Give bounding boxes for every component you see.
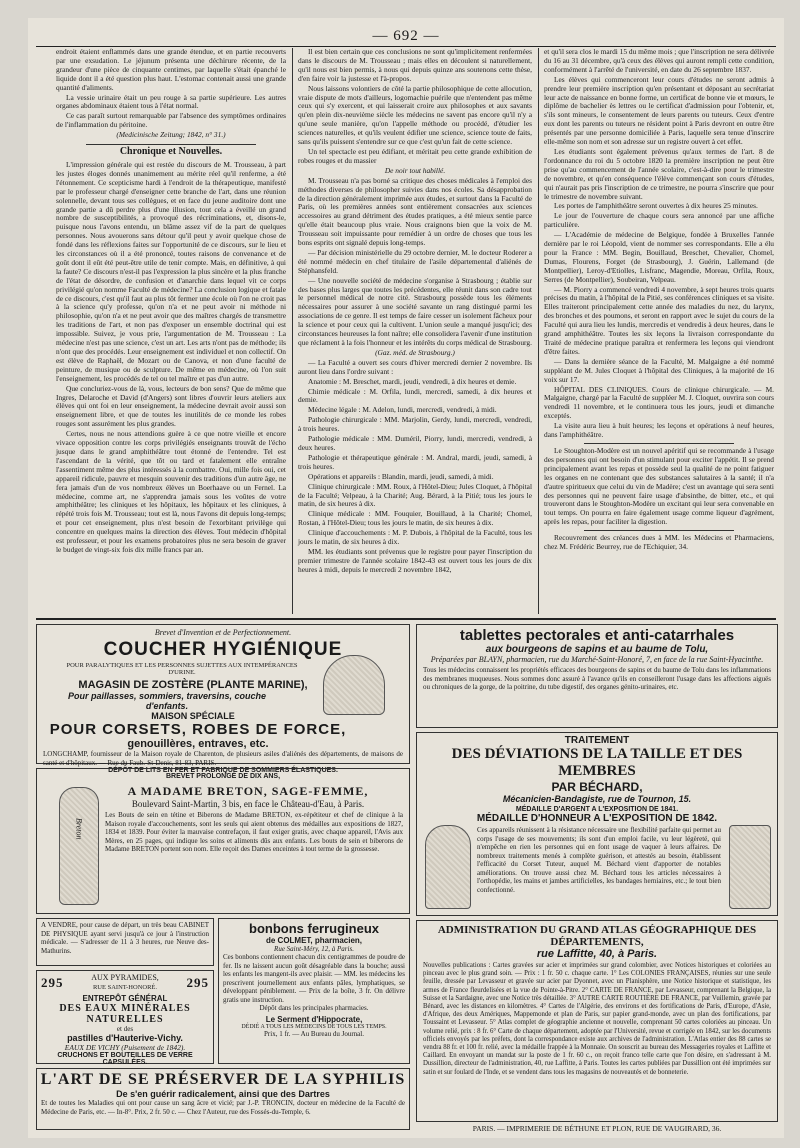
article-text: Les élèves qui commenceront leur cours d'études ne seront admis à prendre leur première inscription qu'en présentant et déposant au secrétariat leur acte de naissance en bonne forme, un certificat de bonne vie et mœurs, le diplôme de bachelier ès lettres ou le certificat d'admission pour l'obtenir, et, s'ils sont mineurs, le consentement de leurs parents ou tuteurs. Ceux d'entre eux dont les parents ou tuteurs ne résident point à Paris devront en outre être présentés par une personne domiciliée à Paris, laquelle sera tenue d'inscrire elle-même son nom et son adresse sur un registre ouvert à cet effet.: [544, 74, 774, 147]
ad-body: Nouvelles publications : Cartes gravées sur acier et imprimées sur grand colombier, avec Notices historiques et coloriées au pinceau avec le plus grand soin. — Prix : 1 fr. 50 c. chaque carte. 1° Les COLONIES FRANÇAISES, réunies sur une seule feuille, dressée par Levasseur et gravée sur acier par Dyonnet, avec un Planisphère, une Notice historique et statistique, les armes de France fleurdelisées et la vue de Pointe-à-Pitre. 2° CARTE DE FRANCE, par Levasseur, comprenant la Belgique, la Suisse et la Sardaigne, avec une Notice très détaillée. 3° AUTRE CARTE ROUTIÈRE DE FRANCE, par Vuillemin, gravée par Bénard, avec les distances en kilomètres. 4° Cartes de l'Algérie, des environs et des fortifications de Paris, d'Europe, d'Asie, d'Afrique, des deux Amériques, Mappemonde et plan de Paris, sur papier grand-monde, avec un plan des fortifications, par Toussaint et Levasseur. 5° Atlas complet de géographie ancienne et nouvelle, comprenant 50 cartes coloriées au pinceau. Un volume relié, prix : 8 fr. 6° Carte de chaque département, adoptée par l'Université, revue et corrigée en 1842, sur les documents officiels envoyés par les préfets, dont la correspondance existe aux archives de l'administration. L'Atlas entier des 88 cartes se vendra 88 fr. et 100 fr. relié, avec la médaille frappée à la Monnaie. On souscrit au bureau des Messageries royales et Laffitte et Caillard. En envoyant un mandat sur la poste de 1 fr. 60 c., on reçoit franco telle carte que l'on désire, en s'adressant à M. Dussillion, directeur de l'administration, 40, rue Laffitte, à Paris. Toutes les cartes publiées par Dussillion ont été imprimées sur satin et sur foulard de l'Inde, et se vendent dans tous les magasins de nouveautés et de bonneterie.: [423, 962, 771, 1076]
article-text: Ce cas paraît surtout remarquable par l'absence des symptômes ordinaires de l'inflammation du péritoine.: [56, 111, 286, 130]
ad-longchamp: LONGCHAMP, fournisseur de la Maison royale de Charenton, de plusieurs asiles d'aliénés des départements, de maisons de santé et d'hôpitaux. — Rue du Faub.-St-Denis, 81-83, PARIS.: [43, 750, 403, 767]
article-source: (Medicinische Zeitung; 1842, n° 31.): [116, 130, 226, 140]
ad-cruchons: CRUCHONS ET BOUTEILLES DE VERRE CAPSULÉES.: [57, 1052, 193, 1066]
course-item: Pathologie et thérapeutique générale : M. Andral, mardi, jeudi, samedi, à trois heures.: [298, 452, 532, 471]
printer-imprint: PARIS. — IMPRIMERIE DE BÉTHUNE ET PLON, RUE DE VAUGIRARD, 36.: [472, 1124, 722, 1133]
ad-and: et des: [116, 1025, 134, 1033]
ad-grand-atlas: [416, 920, 778, 1122]
article-text: Il est bien certain que ces conclusions ne sont qu'implicitement renfermées dans le discours de M. Trousseau ; mais elles en découlent si naturellement, qu'il nous est bien permis, à nous qui depuis quinze ans soutenons cette thèse, d'en faire voir la justesse et l'à-propos.: [298, 47, 532, 83]
article-text: — La Faculté a ouvert ses cours d'hiver mercredi dernier 2 novembre. Ils auront lieu dans l'ordre suivant :: [298, 357, 532, 376]
article-text: Nous laissons volontiers de côté la partie philosophique de cette allocution, vraie dispute de mots d'ailleurs, logomachie puérile que n'entendent pas même ceux qui s'y exercent, et qui laisserait croire aux philosophes et aux savants qu'en plein dix-neuvième siècle les médecins ne savent pas encore qu'il n'y a qu'une seule manière, qu'on l'appelle méthode ou procédé, d'étudier les sciences naturelles, et qu'ils veulent édifier une science, science toute de faits, sans qu'ils puissent s'entendre sur ce que c'est qu'un fait de cette science.: [298, 83, 532, 147]
ad-maker: Préparées par BLAYN, pharmacien, rue du Marché-Saint-Honoré, 7, en face de la rue Saint-Hyacinthe.: [430, 655, 764, 664]
article-text: Les étudiants sont également prévenus qu'aux termes de l'art. 8 de l'ordonnance du roi du 5 octobre 1820 la première inscription ne peut être prise qu'au commencement de l'année scolaire, c'est-à-dire pour le trimestre de novembre, et qu'en conséquence l'élève commençant son cours d'études, qui n'aurait pas pris l'inscription de ce trimestre, ne pourra s'inscrire que pour le trimestre de novembre suivant.: [544, 146, 774, 201]
bottle-label: Breton: [74, 818, 84, 840]
ad-subtitle: aux bourgeons de sapins et au baume de Tolu,: [485, 644, 709, 655]
ad-bonbons-ferrugineux: [218, 918, 410, 1064]
ad-vichy: EAUX DE VICHY (Puisement de 1842).: [64, 1043, 186, 1052]
ad-brevet: Brevet d'Invention et de Perfectionnement.: [154, 628, 292, 637]
ad-street: AUX PYRAMIDES,: [91, 973, 159, 982]
ad-address: Rue Saint-Méry, 12, à Paris.: [274, 945, 354, 953]
page-number: — 692 —: [372, 28, 440, 44]
ad-body: Les Bouts de sein en tétine et Biberons de Madame BRETON, ex-répétiteur et chef de clinique à la Maison royale d'accouchements, sont les seuls qui aient obtenus des médailles aux expositions de 1827, 1834 et 1839. Pour éviter la mauvaise contrefaçon, il faut exiger gratis, avec chaque appareil, l'Avis aux Mères, en 25 pages, qui indique les soins et aliments dûs aux enfants. Les bouts de sein et biberons de Madame BRETON portent son nom. Elle reçoit des Dames enceintes à tout terme de la grossesse.: [105, 811, 403, 853]
brace-illustration: [729, 825, 771, 909]
course-item: Chimie médicale : M. Orfila, lundi, mercredi, samedi, à dix heures et demie.: [298, 386, 532, 405]
column-divider: [538, 48, 539, 614]
ad-title: A MADAME BRETON, SAGE-FEMME,: [127, 784, 369, 798]
ad-number: 295: [41, 974, 64, 990]
article-text: M. Trousseau n'a pas borné sa critique des choses médicales à l'emploi des méthodes diverses de philosopher suivies dans nos écoles. Sa désapprobation de la direction généralement imprimée aux études, et surtout dans la Faculté de Paris, où les premières années sont entièrement consacrées aux sciences accessoires au grand détriment des études pratiques, a été mieux sentie parce qu'elle était beaucoup plus vraie. Nous craignons bien que la voix de M. Trousseau soit impuissante pour remédier à un ordre de choses que tous les bons esprits ont signalé depuis long-temps.: [298, 175, 532, 248]
ad-eaux: DES EAUX MINÉRALES NATURELLES: [59, 1003, 191, 1025]
column-3: [544, 48, 774, 614]
article-text: — L'Académie de médecine de Belgique, fondée à Bruxelles l'année dernière par le roi Léopold, vient de nommer ses correspondants. Elle a élu pour la France : MM. Begin, Bouillaud, Breschet, Chevalier, Chomel, Dumas, Flourens, Forget (de Strasbourg), J. Guérin, Lallemand (de Montpellier), Leroy-d'Etiolles, Lisfranc, Magendie, Moreau, Orfila, Roux, Serres (de Montpellier), Soubeiran, Velpeau.: [544, 230, 774, 284]
ad-address: Boulevard Saint-Martin, 3 bis, en face le Château-d'Eau, à Paris.: [131, 799, 365, 809]
article-text: Le Stoughton-Modère est un nouvel apéritif qui se recommande à l'usage des personnes qui ont besoin d'un stimulant pour exciter l'appétit. Il se prend principalement avant les repas et possède seul la qualité de ne point fatiguer les organes en ne contenant que des substances salutaires à la santé; il n'a d'autre spiritueux que celui du vin de Madère; c'est un avantage qui sera senti des personnes qui ne peuvent faire usage d'absinthe, de bitter, etc., et qui trouveront dans le Stoughton-Modère un excitant qui leur sera convenable en tout temps. On pourra en faire également usage comme liqueur d'agrément, après les repas, pour faciliter la digestion.: [544, 445, 774, 527]
ad-magasin: MAGASIN DE ZOSTÈRE (PLANTE MARINE),: [78, 679, 308, 691]
article-text: La visite aura lieu à huit heures; les leçons et opérations à neuf heures, dans l'amphithéâtre.: [544, 421, 774, 440]
ad-pyramides: [36, 970, 214, 1064]
ad-title: L'ART DE SE PRÉSERVER DE LA SYPHILIS: [40, 1071, 406, 1088]
course-item: Opérations et appareils : Blandin, mardi, jeudi, samedi, à midi.: [308, 471, 494, 481]
article-text: Le jour de l'ouverture de chaque cours sera annoncé par une affiche particulière.: [544, 211, 774, 230]
ad-number: 295: [186, 974, 209, 990]
newspaper-page: [28, 18, 784, 1138]
article-text: Certes, nous ne nous attendions guère à ce que notre vieille et encore vivace opposition contre les corps privilégiés enseignants trouvât de l'écho jusque dans le grand amphithéâtre tout étonné de l'entendre. Tel est l'ascendant de la vérité, que tôt ou tard et fatalement elle entraîne l'assentiment même des plus intéressés à la combattre. Oui, mille fois oui, cet appareil ridicule, pauvre et mesquin souvenir des traditions d'un autre âge, ne fera jamais d'un de vos nombreux élèves un Boerhaave ou un Fernel. La médecine, comme art, ne s'apprendra jamais sous les voûtes de votre amphithéâtre; les cliniques et les hôpitaux, les hôpitaux et les cliniques, à répété trois fois M. Trousseau; tout est là, nous l'avons dit depuis long-temps; et pour cet enseignement, plus n'est besoin de l'exorbitant privilège qui concentre en quelques mains la direction des élèves. Tout médecin d'hôpital est professeur, et pour les examens probatoires plus ne sera besoin de graver le budget de vingt-six fois dix mille francs par an.: [56, 429, 286, 554]
ad-depot: DÉPÔT DE LITS EN FER ET FABRIQUE DE SOMMIERS ÉLASTIQUES.: [108, 767, 338, 774]
article-text: La vessie urinaire était un peu rouge à sa partie supérieure. Les autres organes abdominaux étaient tous à l'état normal.: [56, 92, 286, 111]
ad-body: Et de toutes les Maladies qui ont pour cause un sang âcre et vicié; par J.-P. TRONCIN, docteur en médecine de la Faculté de Médecine de Paris, etc. — In-8°. Prix, 2 fr. 50 c. — Chez l'Auteur, rue des Fossés-du-Temple, 6.: [41, 1099, 405, 1116]
ad-cabinet-physique: [36, 918, 214, 966]
article-text: Un tel spectacle est peu édifiant, et méritait peu cette grande exhibition de robes rouges et du massier: [298, 146, 532, 165]
ad-rue: RUE SAINT-HONORÉ.: [92, 984, 158, 991]
course-item: Clinique médicale : MM. Fouquier, Bouillaud, à la Charité; Chomel, Rostan, à l'Hôtel-Dieu; tous les jours le matin, de six heures à dix.: [298, 509, 532, 528]
ad-dedie: DÉDIÉ A TOUS LES MÉDECINS DE TOUS LES TEMPS.: [241, 1023, 387, 1030]
ad-subtitle: POUR PARALYTIQUES ET LES PERSONNES SUJETTES AUX INTEMPÉRANCES D'URINE.: [66, 662, 298, 676]
ads-rule: [36, 618, 776, 620]
article-text: et qu'il sera clos le mardi 15 du même mois ; que l'inscription ne sera délivrée du 16 au 31 décembre, qu'à ceux des élèves qui auront rempli cette condition, conformément à l'arrêté de l'université, en date du 26 septembre 1837.: [544, 47, 774, 74]
ad-medal: MÉDAILLE D'ARGENT A L'EXPOSITION DE 1841.: [515, 806, 679, 813]
ad-syphilis: [36, 1068, 410, 1130]
ad-medal: MÉDAILLE D'HONNEUR A L'EXPOSITION DE 1842.: [476, 813, 718, 824]
ad-maker: de COLMET, pharmacien,: [265, 936, 363, 945]
ad-body: Ces appareils réunissent à la résistance nécessaire une flexibilité parfaite qui permet au corps l'usage de ses mouvements; ils sont d'un emploi facile, vu leur légèreté, qui n'empêche en rien les personnes qui en font usage de vaquer à leurs affaires. De nombreux traitements menés à complète guérison, et attestés au besoin, établissent l'efficacité du Corset Tuteur, auquel M. Béchard vient d'apporter de notables améliorations. On trouve aussi chez M. Béchard tous les articles nécessaires à l'orthopédie, les mains et jambes artificielles, les bandages herniaires, etc.; le tout bien confectionné.: [477, 826, 721, 894]
ad-body: Ces bonbons contiennent chacun dix centigrammes de poudre de fer. Ils ne laissent aucun goût désagréable dans la bouche; aussi les enfants les mangent-ils avec plaisir. — MM. les médecins les prescrivent journellement aux enfants pâles, lymphatiques, se développant péniblement. — Prix de la boîte, 3 fr. On délivre gratis une instruction.: [223, 953, 405, 1004]
ad-title: COUCHER HYGIÉNIQUE: [103, 639, 343, 660]
ad-price: Prix, 1 fr. — Au Bureau du Journal.: [264, 1029, 364, 1038]
article-source: (Gaz. méd. de Strasbourg.): [375, 347, 455, 357]
article-text: Les portes de l'amphithéâtre seront ouvertes à dix heures 25 minutes.: [554, 201, 758, 211]
article-text: — Une nouvelle société de médecine s'organise à Strasbourg ; établie sur des bases plus larges que toutes les précédentes, elle réunit dans son cadre tout le personnel médical de notre cité. Strasbourg possède tous les éléments nécessaires pour assurer à une société savante un rang distingué parmi les associations de ce genre. Il est temps de faire cesser un isolement fâcheux pour la science et pour ceux qui la cultivent. L'union seule a manqué jusqu'ici; des circonstances heureuses la font naître; elle consolidera l'avenir d'une institution que réclament à la fois l'honneur et les intérêts du corps médical de Strasbourg.: [298, 275, 532, 347]
course-item: Clinique chirurgicale : MM. Roux, à l'Hôtel-Dieu; Jules Cloquet, à l'hôpital de la Faculté; Velpeau, à la Charité; Aug. Bérard, à la Pitié; tous les jours le matin, de six heures à dix.: [298, 481, 532, 509]
ad-bechard: [416, 732, 778, 916]
ad-depot: Dépôt dans les principales pharmacies.: [259, 1004, 369, 1012]
ad-items: Pour paillasses, sommiers, traversins, couche d'enfants.: [67, 691, 267, 711]
ad-pastilles: pastilles d'Hauterive-Vichy.: [67, 1033, 183, 1043]
ad-title: DES DÉVIATIONS DE LA TAILLE ET DES MEMBRES: [451, 746, 743, 779]
ad-subtitle: De s'en guérir radicalement, ainsi que des Dartres: [116, 1089, 330, 1099]
article-text: De noir tout habillé.: [384, 165, 446, 175]
ad-mecanicien: Mécanicien-Bandagiste, rue de Tournon, 15.: [502, 794, 692, 804]
article-text: L'impression générale qui est restée du discours de M. Trousseau, à part les justes éloges donnés unanimement au mérite réel qu'il renferme, a été l'étonnement. Ce scepticisme hardi à l'endroit de la thérapeutique, manifesté par le professeur chargé d'enseigner cette branche de l'art, dans une réunion solennelle, devant tous ses collègues, et en face du jeune auditoire dont une grande partie a dû perdre plus d'une illusion, tout cela a éveillé un grand nombre de susceptibilités, a provoqué des récriminations, et, disons-le, puisque nous l'avons entendu, un blâme assez vif de la part de quelques personnes. Nous avouerons sans détour qu'il peut y avoir quelque chose de fondé dans les réflexions faites sur l'opportunité de ce discours, sur le lieu et les circonstances où il a été prononcé, toutes raisons de convenance et de goût dont il eût été peut-être utile de tenir compte. Mais, en définitive, à qui la faute? Ce discours n'est-il pas l'expression la plus sincère et la plus franche de l'état de désordre, de confusion et d'anarchie dans lequel vit ce corps privilégié qu'on nomme Faculté de médecine? La conclusion logique et fatale de ce discours, c'est qu'il faut au plus tôt fermer une école où l'on ne croit pas à la science qu'y professe, qu'on n'a et ne peut avoir ni méthode ni philosophie, qu'on n'a et ne peut avoir que des maîtres chargés de transmettre les traditions de l'art, et non pas d'exposer un ensemble doctrinal qui est impossible. Suivez, je vous prie, l'argumentation de M. Trousseau : La médecine n'est pas une science, c'est un art. Les arts n'ont pas de méthode; ils n'ont que des procédés. Leur enseignement est individuel et non collectif. On est élève de Raphaël, de Mozart ou de Canova, et non d'une faculté de peinture, de musique ou de sculpture. De même en médecine, où l'on suit l'enseignement, les procédés de tel ou tel maître et pas d'un autre.: [56, 159, 286, 383]
article-text: — Par décision ministérielle du 29 octobre dernier, M. le docteur Roderer a été nommé médecin en chef titulaire de l'asile départemental d'aliénés de Stéphansfeld.: [298, 247, 532, 275]
course-item: Pathologie chirurgicale : MM. Marjolin, Gerdy, lundi, mercredi, vendredi, à trois heures.: [298, 415, 532, 434]
bottle-illustration: [59, 787, 99, 905]
ad-maison: MAISON SPÉCIALE: [151, 711, 235, 721]
article-text: endroit étaient enflammés dans une grande étendue, et en partie recouverts par une exsudation. Le jéjunum présenta une déchirure récente, de la grandeur d'une pièce de cinquante centimes, par laquelle s'était épanché le liquide dont il a été question plus haut. L'estomac contenait aussi une grande quantité d'aliments.: [56, 47, 286, 92]
ad-par: PAR BÉCHARD,: [551, 780, 643, 794]
ad-title: ADMINISTRATION DU GRAND ATLAS GÉOGRAPHIQUE DES DÉPARTEMENTS,: [437, 924, 757, 948]
ad-tablettes-pectorales: [416, 624, 778, 728]
ad-entrepot: ENTREPÔT GÉNÉRAL: [82, 994, 168, 1003]
article-text: — M. Piorry a commencé vendredi 4 novembre, à sept heures trois quarts précises du matin, à l'hôpital de la Pitié, ses conférences cliniques et sa visite. Elles traiteront principalement cette année des maladies du nez, du larynx, des bronches et des poumons, et seront en rapport avec le sujet du cours de la Faculté qui aura lieu les lundis, mercredis et vendredis à deux heures, dans le grand amphithéâtre. Toutes les six leçons la livraison correspondante du Traité de médecine pratique paraîtra et renfermera les leçons qui viendront d'être faites.: [544, 284, 774, 356]
bed-illustration: [323, 655, 385, 715]
article-text: Que concluriez-vous de là, vous, lecteurs de bon sens? Que de même que Ingres, Delaroche et David (d'Angers) sont libres d'ouvrir leurs ateliers aux élèves qui ont foi en leur enseignement, la médecine devrait avoir aussi son enseignement libre, et que de toutes les inutilités de ce monde les robes rouges sont assurément les plus grandes.: [56, 383, 286, 429]
column-divider: [292, 48, 293, 614]
ad-body: A VENDRE, pour cause de départ, un très beau CABINET DE PHYSIQUE ayant servi jusqu'à ce jour à l'instruction médicale. — S'adresser de 11 à 3 heures, rue Neuve des-Mathurins.: [41, 921, 209, 955]
section-heading: Chronique et Nouvelles.: [119, 146, 223, 158]
course-item: Médecine légale : M. Adelon, lundi, mercredi, vendredi, à midi.: [308, 405, 497, 415]
ad-corsets: POUR CORSETS, ROBES DE FORCE,: [49, 721, 347, 738]
course-item: Anatomie : M. Breschet, mardi, jeudi, vendredi, à dix heures et demie.: [308, 376, 517, 386]
ad-traitement: TRAITEMENT: [564, 735, 630, 746]
ad-madame-breton: [36, 768, 410, 914]
ad-address: rue Laffitte, 40, à Paris.: [536, 948, 658, 960]
course-item: Clinique d'accouchements : M. P. Dubois, à l'hôpital de la Faculté, tous les jours le matin, de six heures à dix.: [298, 528, 532, 547]
ad-title: tablettes pectorales et anti-catarrhales: [459, 627, 735, 644]
corset-illustration: [425, 825, 471, 909]
ad-coucher-hygienique: [36, 624, 410, 774]
ad-body: Tous les médecins connaissent les propriétés efficaces des bourgeons de sapins et du baume de Tolu dans les inflammations des membranes muqueuses. Nous sommes donc assuré à l'avance qu'ils en conseilleront l'usage dans les affections aiguës ou chroniques de la gorge, de la poitrine, du tube digestif, des organes génito-urinaires, etc.: [423, 666, 771, 691]
article-text: — Dans la dernière séance de la Faculté, M. Malgaigne a été nommé suppléant de M. Jules Cloquet à l'hôpital des Cliniques, à la majorité de 16 voix sur 17.: [544, 356, 774, 384]
ad-brevet: BREVET PROLONGÉ DE DIX ANS,: [165, 773, 281, 780]
column-1: [56, 48, 286, 614]
article-text: Recouvrement des créances dues à MM. les Médecins et Pharmaciens, chez M. Frédéric Beurrey, rue de l'Echiquier, 34.: [544, 533, 774, 552]
article-text: MM. les étudiants sont prévenus que le registre pour payer l'inscription du premier trimestre de l'année scolaire 1842-43 est ouvert tous les jours de dix heures à midi, depuis le mercredi 2 novembre 1842,: [298, 546, 532, 574]
ad-genou: genouillères, entraves, etc.: [127, 738, 269, 750]
ad-serment: Le Serment d'Hippocrate,: [265, 1014, 363, 1024]
column-2: [298, 48, 532, 614]
ad-title: bonbons ferrugineux: [249, 921, 379, 936]
course-item: Pathologie médicale : MM. Duméril, Piorry, lundi, mercredi, vendredi, à deux heures.: [298, 434, 532, 452]
article-text: HÔPITAL DES CLINIQUES. Cours de clinique chirurgicale. — M. Malgaigne, chargé par la Faculté de suppléer M. J. Cloquet, ouvrira son cours vendredi 11 novembre, et le continuera tous les jours, jeudi et dimanche exceptés.: [544, 384, 774, 421]
